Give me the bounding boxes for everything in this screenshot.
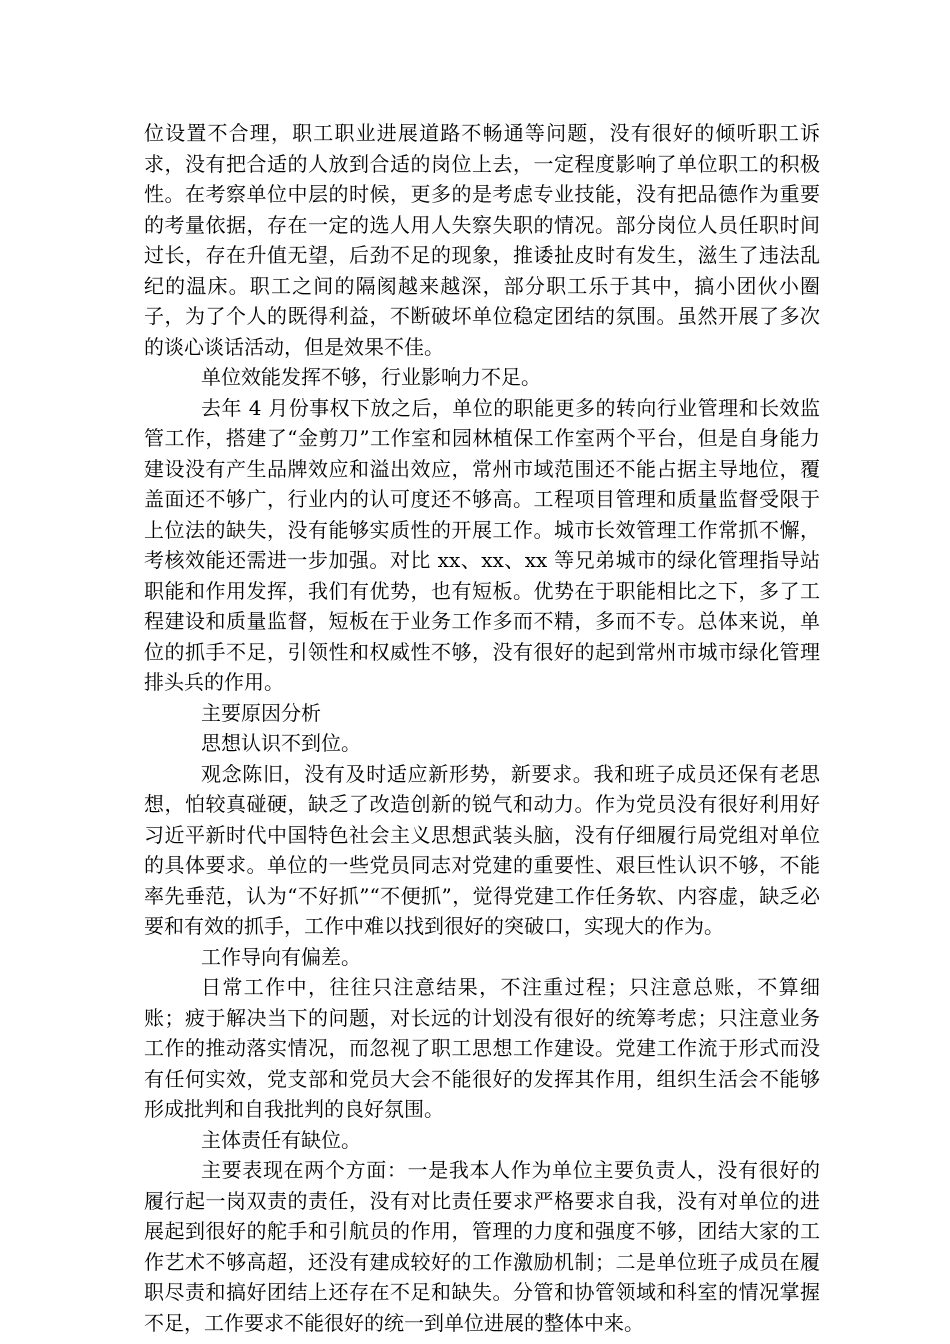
subheading-work-orientation: 工作导向有偏差。 — [201, 944, 361, 969]
paragraph-3: 去年 4 月份事权下放之后，单位的职能更多的转向行业管理和长效监管工作，搭建了“金剪刀”工作室和园林植保工作室两个平台，但是自身能力建设没有产生品牌效应和溢出效应，常州市域范围还不能占据主导地位，覆盖面还不够广，行业内的认可度还不够高。工程项目管理和质量监督受限于上位法的缺失，没有能够实质性的开展工作。城市长效管理工作常抓不懈，考核效能还需进一步加强。对比 xx、xx、xx 等兄弟城市的绿化管理指导站职能和作用发挥，我们有优势，也有短板。优势在于职能相比之下，多了工程建设和质量监督，短板在于业务工作多而不精，多而不专。总体来说，单位的抓手不足，引领性和权威性不够，没有很好的起到常州市城市绿化管理排头兵的作用。 — [144, 395, 820, 694]
subheading-ideology: 思想认识不到位。 — [201, 731, 361, 755]
subheading-responsibility: 主体责任有缺位。 — [201, 1127, 361, 1152]
document-body — [144, 118, 820, 1338]
paragraph-10: 主要表现在两个方面：一是我本人作为单位主要负责人，没有很好的履行起一岗双责的责任，没有对比责任要求严格要求自我，没有对单位的进展起到很好的舵手和引航员的作用，管理的力度和强度不够，团结大家的工作艺术不够高超，还没有建成较好的工作激励机制；二是单位班子成员在履职尽责和搞好团结上还存在不足和缺失。分管和协管领域和科室的情况掌握不足，工作要求不能很好的统一到单位进展的整体中来。 — [144, 1158, 820, 1335]
paragraph-2: 单位效能发挥不够，行业影响力不足。 — [201, 365, 541, 389]
section-heading-main-causes: 主要原因分析 — [201, 700, 321, 725]
paragraph-8: 日常工作中，往往只注意结果，不注重过程；只注意总账，不算细账；疲于解决当下的问题，对长远的计划没有很好的统筹考虑；只注意业务工作的推动落实情况，而忽视了职工思想工作建设。党建工作流于形式而没有任何实效，党支部和党员大会不能很好的发挥其作用，组织生活会不能够形成批判和自我批判的良好氛围。 — [144, 975, 820, 1121]
paragraph-6: 观念陈旧，没有及时适应新形势，新要求。我和班子成员还保有老思想，怕较真碰硬，缺乏了改造创新的锐气和动力。作为党员没有很好利用好习近平新时代中国特色社会主义思想武装头脑，没有仔细履行局党组对单位的具体要求。单位的一些党员同志对党建的重要性、艰巨性认识不够，不能率先垂范，认为“不好抓”“不便抓”，觉得党建工作任务软、内容虚，缺乏必要和有效的抓手，工作中难以找到很好的突破口，实现大的作为。 — [144, 761, 820, 938]
paragraph-1: 位设置不合理，职工职业进展道路不畅通等问题，没有很好的倾听职工诉求，没有把合适的人放到合适的岗位上去，一定程度影响了单位职工的积极性。在考察单位中层的时候，更多的是考虑专业技能，没有把品德作为重要的考量依据，存在一定的选人用人失察失职的情况。部分岗位人员任职时间过长，存在升值无望，后劲不足的现象，推诿扯皮时有发生，滋生了违法乱纪的温床。职工之间的隔阂越来越深，部分职工乐于其中，搞小团伙小圈子，为了个人的既得利益，不断破坏单位稳定团结的氛围。虽然开展了多次的谈心谈话活动，但是效果不佳。 — [144, 121, 820, 359]
